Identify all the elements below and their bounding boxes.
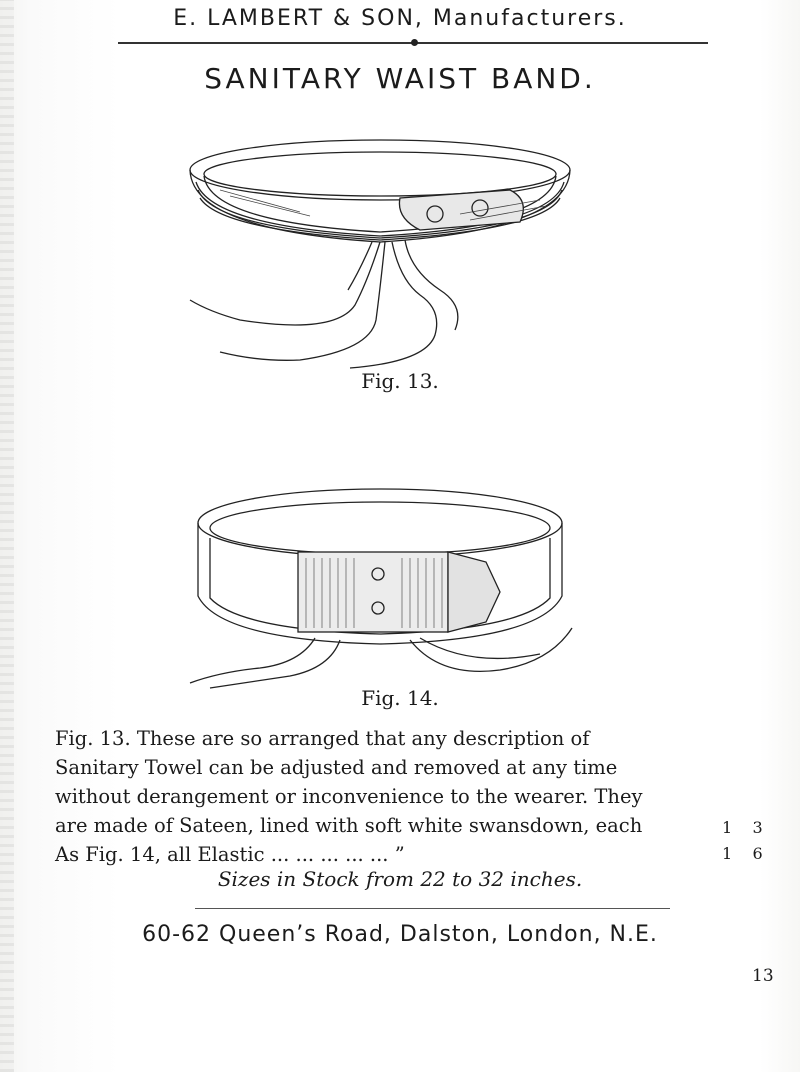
price-shillings: 1: [722, 844, 733, 863]
figure-14-caption: Fig. 14.: [361, 686, 439, 710]
price-pence: 3: [752, 818, 763, 837]
figure-13-caption: Fig. 13.: [361, 369, 439, 393]
manufacturer-header: E. LAMBERT & SON, Manufacturers.: [173, 6, 627, 31]
waist-band-illustration-fig13: [180, 130, 600, 380]
page-binding-edge: [0, 0, 14, 1072]
footer-rule: [195, 908, 670, 909]
header-rule-ornament: [411, 39, 418, 46]
price-pence: 6: [752, 844, 763, 863]
description-line: Fig. 13. These are so arranged that any description of: [55, 727, 590, 750]
page-number: 13: [752, 966, 774, 986]
footer-address: 60-62 Queen’s Road, Dalston, London, N.E.: [142, 922, 658, 947]
description-line: are made of Sateen, lined with soft white swansdown, each: [55, 814, 643, 837]
description-line: As Fig. 14, all Elastic ... ... ... ... ... ”: [55, 843, 405, 866]
description-line: Sanitary Towel can be adjusted and removed at any time: [55, 756, 618, 779]
price-fig13: [722, 818, 763, 837]
description-line: without derangement or inconvenience to the wearer. They: [55, 785, 643, 808]
page-title: SANITARY WAIST BAND.: [204, 62, 596, 95]
price-fig14: [722, 844, 763, 863]
waist-band-illustration-fig14: [180, 478, 600, 696]
sizes-in-stock: Sizes in Stock from 22 to 32 inches.: [217, 867, 583, 891]
product-description: [55, 724, 675, 869]
price-shillings: 1: [722, 818, 733, 837]
